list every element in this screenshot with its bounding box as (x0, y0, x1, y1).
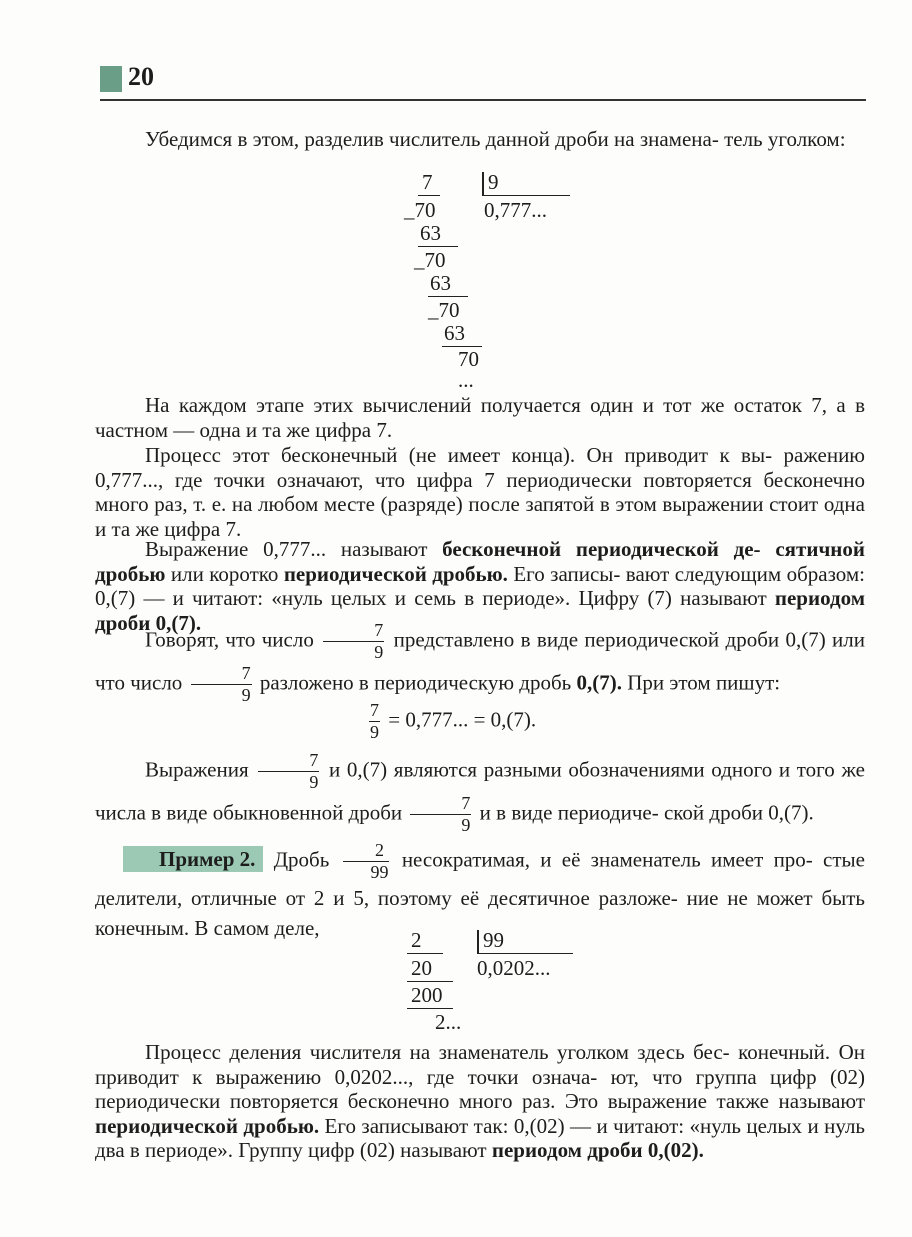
division-line (407, 981, 453, 982)
term-period: периодом дроби 0,(7). (95, 586, 865, 635)
division-step: 63 (444, 321, 465, 345)
term-periodic-fraction: периодической дробью. (283, 561, 508, 586)
division-line (482, 195, 570, 196)
division-step: 20 (411, 956, 432, 980)
division-step: 63 (430, 271, 451, 295)
fraction-7-9: $\frac{7}{9}$ (370, 700, 379, 742)
paragraph-representation: Говорят, что число $\frac{7}{9}$ представлено в виде периодической дроби 0,(7) или что число $\frac{7}{9}$ разложено в периодическую дробь 0,(7). При этом пишут: (95, 620, 866, 705)
division-step: _70 (428, 298, 460, 322)
division-quotient: 0,0202... (477, 956, 551, 980)
paragraph-infinite-process: Процесс этот бесконечный (не имеет конца). Он приводит к вы- ражению 0,777..., где точки означают, что цифра 7 периодически повторяется бесконечно много раз, т. е. на любом месте (разряде) после запятой в этом выражении стоит одна и та же цифра 7. (95, 443, 865, 541)
division-divisor: 99 (483, 928, 504, 952)
long-division-1 (400, 170, 600, 390)
page-number: 20 (128, 62, 154, 91)
division-line (407, 953, 443, 954)
equation-line (366, 700, 536, 743)
fraction-7-9: $\frac{7}{9}$ (410, 793, 471, 836)
header-rule (100, 99, 866, 101)
paragraph-example-2: Пример 2. Дробь $\frac{2}{99}$ несократимая, и её знаменатель имеет про- стые делители, отличные от 2 и 5, поэтому её десятичное разложе- ние не может быть конечным. В самом деле, (95, 840, 865, 940)
paragraph-definition: Выражение 0,777... называют бесконечной периодической де- сятичной дробью или коротко периодической дробью. Его записы- вают следующим образом: 0,(7) — и читают: «нуль целых и семь в периоде». Цифру (7) называют периодом дроби 0,(7). (95, 537, 865, 635)
division-step: 70 (458, 347, 479, 371)
division-line (418, 246, 458, 247)
division-step: 63 (420, 221, 441, 245)
fraction-7-9: $\frac{7}{9}$ (191, 663, 252, 706)
division-line (407, 1008, 453, 1009)
division-bracket (482, 172, 484, 196)
fraction-7-9: $\frac{7}{9}$ (258, 750, 319, 793)
fraction-2-99: $\frac{2}{99}$ (343, 840, 389, 883)
division-dividend: 7 (422, 170, 433, 194)
division-line (428, 296, 468, 297)
paragraph-remainder: На каждом этапе этих вычислений получается один и тот же остаток 7, а в частном — одна и та же цифра 7. (95, 393, 865, 442)
term-periodic-fraction: периодической дробью. (95, 1113, 320, 1138)
division-step: _70 (404, 198, 436, 222)
division-dividend: 2 (411, 928, 422, 952)
term-period: периодом дроби 0,(02). (491, 1138, 704, 1162)
division-line (418, 195, 440, 196)
page-header (100, 62, 866, 102)
term-infinite-periodic: бесконечной периодической де- сятичной дробью (95, 537, 865, 586)
division-step: 200 (411, 983, 443, 1007)
equation-text: = 0,777... = 0,(7). (388, 707, 537, 732)
division-step: ... (458, 368, 474, 392)
division-divisor: 9 (488, 170, 499, 194)
page-marker (100, 66, 122, 92)
division-bracket (477, 930, 479, 954)
paragraph-process-2: Процесс деления числителя на знаменатель уголком здесь бес- конечный. Он приводит к выражению 0,0202..., где точки означа- ют, что группа цифр (02) периодически повторяется бесконечно много раз. Это выражение также называют периодической дробью. Его записывают так: 0,(02) — и читают: «нуль целых и нуль два в периоде». Группу цифр (02) называют периодом дроби 0,(02). (95, 1040, 865, 1162)
fraction-7-9: $\frac{7}{9}$ (323, 620, 384, 663)
division-step: _70 (414, 248, 446, 272)
intro-paragraph: Убедимся в этом, разделив числитель данной дроби на знамена- тель уголком: (145, 127, 846, 151)
long-division-2 (405, 928, 605, 1038)
division-step: 2... (435, 1010, 462, 1034)
division-quotient: 0,777... (484, 198, 547, 222)
example-label: Пример 2. (123, 846, 263, 872)
division-line (477, 953, 573, 954)
paragraph-notations: Выражения $\frac{7}{9}$ и 0,(7) являются разными обозначениями одного и того же числа в виде обыкновенной дроби $\frac{7}{9}$ и в виде периодиче- ской дроби 0,(7). (95, 750, 865, 835)
